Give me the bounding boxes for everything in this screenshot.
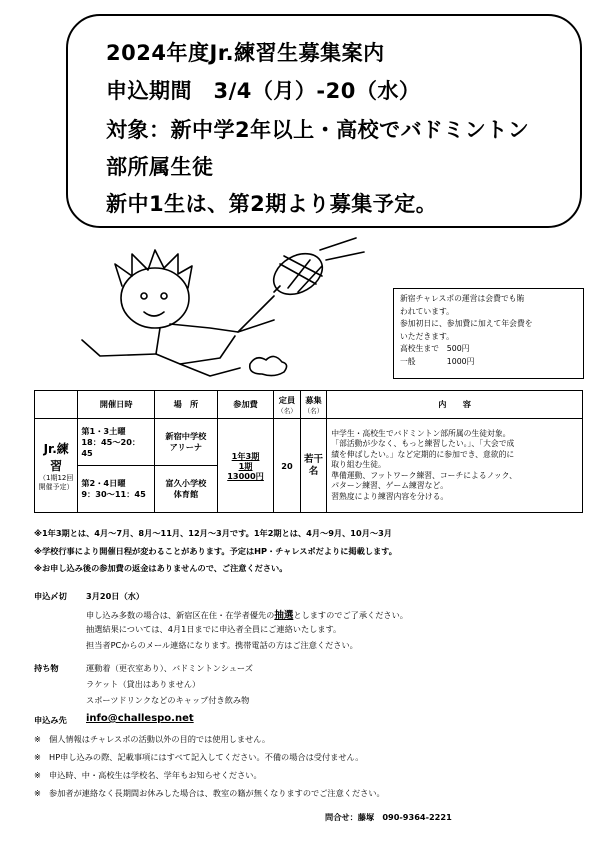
badminton-player-illustration — [60, 236, 380, 386]
table-row — [35, 419, 583, 466]
header-capacity-unit: （名） — [277, 406, 297, 415]
fee-note-line: 一般 1000円 — [400, 356, 475, 366]
row2-place-name: 富久小学校 — [165, 478, 207, 488]
content-cell — [327, 419, 583, 513]
header-recruit-unit: （名） — [303, 406, 324, 415]
title-line-1: 2024年度Jr.練習生募集案内 — [106, 41, 385, 65]
apply-label: 申込み先 — [34, 715, 67, 725]
title-line-5: 新中1生は、第2期より募集予定。 — [106, 192, 438, 216]
deadline-line-3: 担当者PCからのメール連絡になります。携帯電話の方はご注意ください。 — [86, 640, 358, 650]
table-header-row — [35, 391, 583, 419]
header-capacity-label: 定員 — [278, 394, 296, 405]
course-cell — [35, 419, 78, 513]
recruit-line-2: 名 — [308, 465, 319, 477]
belongings-line-3: スポーツドリンクなどのキャップ付き飲み物 — [86, 695, 250, 705]
bottom-note-line: ※ 参加者が連絡なく長期間お休みした場合は、教室の籍が無くなりますのでご注意ください。 — [34, 788, 385, 798]
bottom-note-line: ※ 個人情報はチャレスポの活動以外の目的では使用しません。 — [34, 734, 271, 744]
content-line: 取り組む生徒。 — [331, 460, 386, 470]
fee-note-line: 高校生まで 500円 — [400, 344, 470, 353]
fee-line-2: 1期 — [238, 460, 253, 471]
title-line-2: 申込期間 3/4（月）-20（水） — [106, 79, 421, 103]
row1-date-time: 18：45～20：45 — [81, 436, 141, 458]
belongings-line-1: 運動着（更衣室あり）、バドミントンシューズ — [86, 663, 253, 673]
fee-note-line: 参加初日に、参加費に加えて年会費を — [400, 319, 533, 328]
recruit-line-1: 若干 — [303, 453, 323, 465]
row2-place-cell — [154, 466, 217, 513]
course-note-1: （1期12回 — [38, 473, 74, 482]
schedule-table — [34, 390, 583, 513]
header-blank — [35, 391, 78, 419]
row2-date-cell — [78, 466, 155, 513]
header-recruit-label: 募集 — [305, 394, 322, 405]
title-line-4: 部所属生徒 — [106, 155, 214, 179]
content-line: 「部活動が少なく、もっと練習したい。」、「大会で成 — [331, 439, 515, 449]
content-line: 準備運動、フットワーク練習、コーチによるノック、 — [331, 470, 517, 480]
content-line: 績を伸ばしたい。」など定期的に参加でき、意欲的に — [331, 449, 515, 459]
header-recruit — [300, 391, 327, 419]
content-line: 習熟度により練習内容を分ける。 — [331, 491, 449, 501]
contact-info: 問合せ：藤塚 090-9364-2221 — [325, 812, 452, 822]
content-line: 中学生・高校生でバドミントン部所属の生徒対象。 — [331, 428, 511, 438]
fee-note-line: 新宿チャレスポの運営は会費でも賄 — [400, 294, 525, 303]
header-place: 場 所 — [154, 391, 217, 419]
course-note-2: 開催予定） — [38, 482, 74, 491]
deadline-date: 3月20日（水） — [86, 591, 145, 601]
fee-note-line: われています。 — [400, 306, 454, 316]
course-name: Jr.練習 — [43, 441, 69, 473]
header-date: 開催日時 — [78, 391, 155, 419]
row1-date-day: 第1・3土曜 — [81, 425, 126, 436]
lottery-emphasis: 抽選 — [274, 610, 294, 621]
fee-line-1: 1年3期 — [231, 450, 260, 461]
header-content: 内 容 — [327, 391, 583, 419]
row1-place-venue: アリーナ — [169, 442, 203, 452]
fee-line-3: 13000円 — [227, 470, 264, 481]
row2-date-day: 第2・4日曜 — [81, 478, 126, 488]
header-fee: 参加費 — [217, 391, 273, 419]
row2-date-time: 9：30～11：45 — [81, 489, 146, 499]
apply-email-link[interactable]: info@challespo.net — [86, 713, 194, 724]
deadline-line-1-c: としますのでご了承ください。 — [293, 610, 408, 620]
row1-date-cell — [78, 419, 155, 466]
deadline-line-1 — [86, 607, 408, 621]
note-line: ※1年3期とは、4月～7月、8月～11月、12月～3月です。1年2期とは、4月～9月、10月～3月 — [34, 528, 392, 538]
bottom-note-line: ※ 申込時、中・高校生は学校名、学年もお知らせください。 — [34, 770, 262, 780]
recruit-cell — [300, 419, 327, 513]
deadline-label: 申込〆切 — [34, 591, 67, 601]
deadline-line-1-a: 申し込み多数の場合は、新宿区在住・在学者優先の — [86, 610, 275, 620]
row1-place-cell — [154, 419, 217, 466]
fee-note-line: いただきます。 — [400, 331, 454, 341]
header-capacity — [274, 391, 301, 419]
belongings-line-2: ラケット（貸出はありません） — [86, 679, 201, 689]
note-line: ※学校行事により開催日程が変わることがあります。予定はHP・チャレスポだよりに掲載します。 — [34, 546, 397, 556]
fee-note-box — [393, 288, 584, 379]
content-line: パターン練習、ゲーム練習など。 — [331, 481, 449, 491]
title-line-3: 対象：新中学2年以上・高校でバドミントン — [106, 118, 530, 142]
fee-cell — [217, 419, 273, 513]
capacity-cell: 20 — [274, 419, 301, 513]
deadline-line-2: 抽選結果については、4月1日までに申込者全員にご連絡いたします。 — [86, 624, 342, 634]
note-line: ※お申し込み後の参加費の返金はありませんので、ご注意ください。 — [34, 563, 288, 573]
bottom-note-line: ※ HP申し込みの際、記載事項にはすべて記入してください。不備の場合は受付ません。 — [34, 752, 364, 762]
row1-place-name: 新宿中学校 — [165, 431, 207, 441]
row2-place-venue: 体育館 — [173, 489, 199, 499]
belongings-label: 持ち物 — [34, 663, 59, 673]
